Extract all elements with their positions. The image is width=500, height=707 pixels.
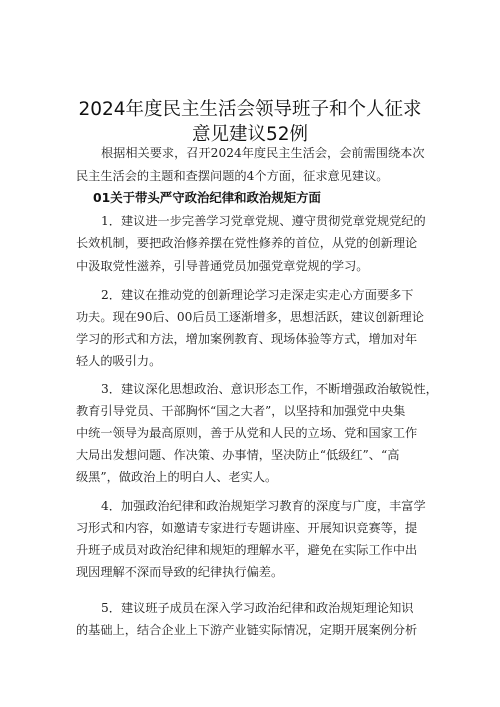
item-line: 教育引导党员、干部胸怀“国之大者”，以坚持和加强党中央集: [76, 404, 406, 418]
item-line: 轻人的吸引力。: [76, 354, 162, 368]
section-heading: 01关于带头严守政治纪律和政治规矩方面: [93, 190, 321, 205]
document-title-line-1: 2024年度民主生活会领导班子和个人征求: [78, 99, 422, 120]
intro-line: 根据相关要求，召开2024年度民主生活会，会前需围绕本次: [101, 146, 425, 160]
intro-line: 民主生活会的主题和查摆问题的4个方面，征求意见建议。: [76, 169, 389, 183]
item-line: 5．建议班子成员在深入学习政治纪律和政治规矩理论知识: [101, 601, 414, 615]
item-line: 中汲取党性滋养，引导普通党员加强党章党规的学习。: [76, 259, 369, 273]
item-line: 功夫。现在90后、00后员工逐渐增多，思想活跃，建议创新理论: [76, 310, 424, 324]
item-line: 长效机制，要把政治修养摆在党性修养的首位，从党的创新理论: [76, 236, 418, 250]
item-line: 3．建议深化思想政治、意识形态工作，不断增强政治敏锐性，: [101, 382, 438, 396]
item-line: 级黑”，做政治上的明白人、老实人。: [76, 470, 278, 484]
document-title-line-2: 意见建议52例: [191, 124, 309, 145]
item-line: 大局出发想问题、作决策、办事情，坚决防止“低级红”、“高: [76, 448, 400, 462]
item-line: 4．加强政治纪律和政治规矩学习教育的深度与广度，丰富学: [101, 499, 426, 513]
item-line: 中统一领导为最高原则，善于从党和人民的立场、党和国家工作: [76, 426, 418, 440]
item-line: 学习的形式和方法，增加案例教育、现场体验等方式，增加对年: [76, 332, 418, 346]
item-line: 的基础上，结合企业上下游产业链实际情况，定期开展案例分析: [76, 623, 418, 637]
item-line: 2．建议在推动党的创新理论学习走深走实走心方面要多下: [101, 288, 414, 302]
item-line: 升班子成员对政治纪律和规矩的理解水平，避免在实际工作中出: [76, 543, 418, 557]
item-line: 1．建议进一步完善学习党章党规、遵守贯彻党章党规党纪的: [101, 214, 426, 228]
item-line: 现因理解不深而导致的纪律执行偏差。: [76, 565, 284, 579]
item-line: 习形式和内容，如邀请专家进行专题讲座、开展知识竞赛等，提: [76, 521, 418, 535]
